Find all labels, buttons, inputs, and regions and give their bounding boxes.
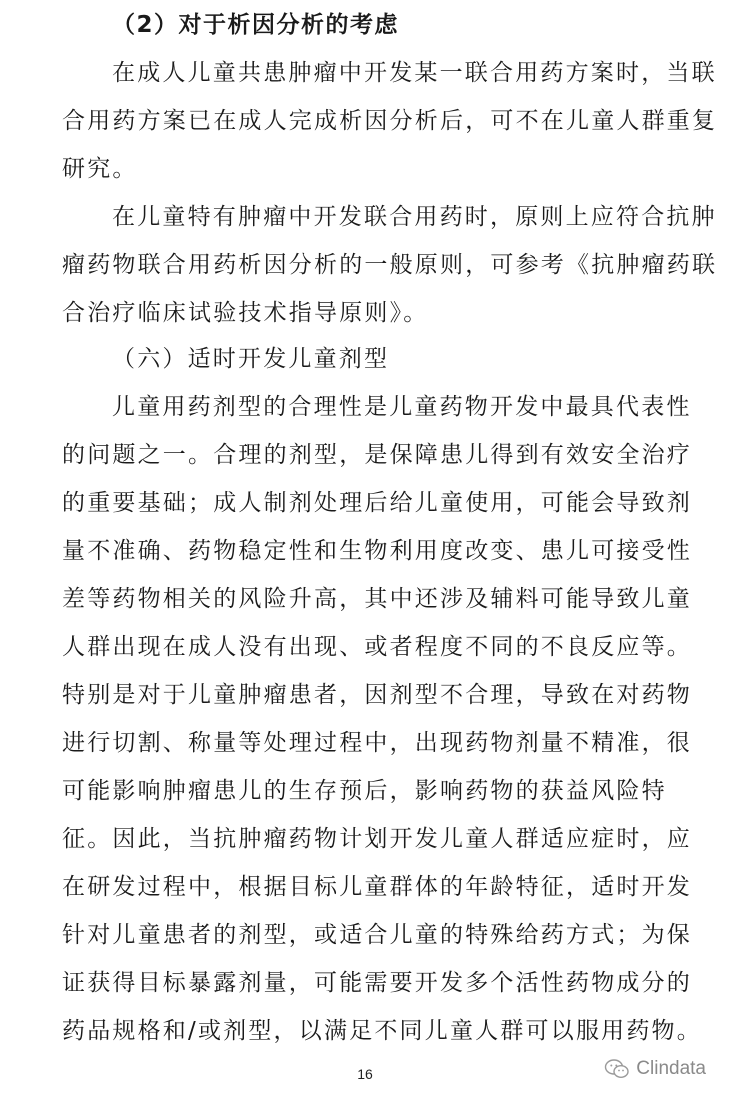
paragraph-line: 进行切割、称量等处理过程中，出现药物剂量不精准，很 [62,730,692,756]
paragraph-line: 证获得目标暴露剂量，可能需要开发多个活性药物成分的 [62,970,692,996]
paragraph-line: 的问题之一。合理的剂型，是保障患儿得到有效安全治疗 [62,442,692,468]
watermark [604,1058,706,1080]
paragraph-line: 儿童用药剂型的合理性是儿童药物开发中最具代表性 [112,394,692,420]
paragraph-line: 在儿童特有肿瘤中开发联合用药时，原则上应符合抗肿 [112,204,717,230]
paragraph-line: 在研发过程中，根据目标儿童群体的年龄特征，适时开发 [62,874,692,900]
paragraph-line: 量不准确、药物稳定性和生物利用度改变、患儿可接受性 [62,538,692,564]
paragraph-line: 药品规格和/或剂型，以满足不同儿童人群可以服用药物。 [62,1018,702,1044]
paragraph-line: 差等药物相关的风险升高，其中还涉及辅料可能导致儿童 [62,586,692,612]
paragraph-line: 可能影响肿瘤患儿的生存预后，影响药物的获益风险特 [62,778,667,804]
paragraph-line: 特别是对于儿童肿瘤患者，因剂型不合理，导致在对药物 [62,682,692,708]
wechat-icon [604,1058,630,1080]
paragraph-line: 合治疗临床试验技术指导原则》。 [62,300,429,326]
paragraph-line: 在成人儿童共患肿瘤中开发某一联合用药方案时，当联 [112,60,717,86]
section-heading-factorial-analysis: （2）对于析因分析的考虑 [112,12,400,38]
paragraph-line: 征。因此，当抗肿瘤药物计划开发儿童人群适应症时，应 [62,826,692,852]
paragraph-line: 合用药方案已在成人完成析因分析后，可不在儿童人群重复 [62,108,718,134]
section-heading-pediatric-formulation: （六）适时开发儿童剂型 [112,346,390,372]
watermark-text: Clindata [636,1058,706,1079]
paragraph-line: 的重要基础；成人制剂处理后给儿童使用，可能会导致剂 [62,490,692,516]
paragraph-line: 研究。 [62,156,138,182]
paragraph-line: 人群出现在成人没有出现、或者程度不同的不良反应等。 [62,634,692,660]
paragraph-line: 瘤药物联合用药析因分析的一般原则，可参考《抗肿瘤药联 [62,252,718,278]
paragraph-line: 针对儿童患者的剂型，或适合儿童的特殊给药方式；为保 [62,922,692,948]
page-number: 16 [357,1066,373,1082]
